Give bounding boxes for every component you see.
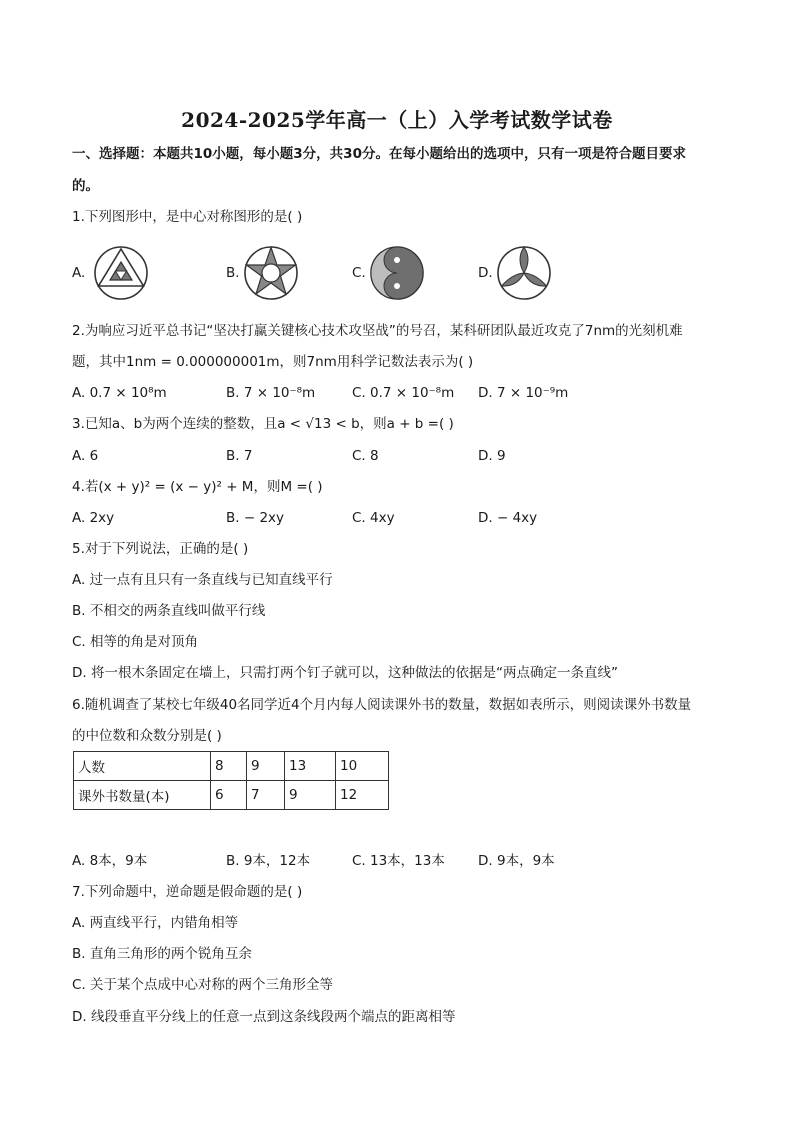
q6-option-a: A. 8本，9本 [72,853,148,869]
table-cell: 人数 [74,752,211,781]
table-cell: 9 [285,781,336,810]
q1-stem: 1.下列图形中，是中心对称图形的是( ) [72,209,303,225]
q2-stem-line1: 2.为响应习近平总书记“坚决打赢关键核心技术攻坚战”的号召，某科研团队最近攻克了7nm的光刻机难 [72,323,683,339]
q5-option-c: C. 相等的角是对顶角 [72,634,199,650]
table-cell: 12 [336,781,389,810]
q2-option-b: B. 7 × 10⁻⁸m [226,385,316,401]
q6-option-c: C. 13本，13本 [352,853,445,869]
q7-option-a: A. 两直线平行，内错角相等 [72,915,239,931]
q5-option-d: D. 将一根木条固定在墙上，只需打两个钉子就可以，这种做法的依据是“两点确定一条直线” [72,665,618,681]
q1-figure-a-triforce [92,244,150,302]
table-cell: 8 [211,752,247,781]
table-cell: 13 [285,752,336,781]
q7-option-d: D. 线段垂直平分线上的任意一点到这条线段两个端点的距离相等 [72,1009,456,1025]
q6-option-d: D. 9本，9本 [478,853,555,869]
q2-option-a: A. 0.7 × 10⁸m [72,385,167,401]
table-cell: 课外书数量(本) [74,781,211,810]
q6-option-b: B. 9本，12本 [226,853,311,869]
q4-stem: 4.若(x + y)² = (x − y)² + M，则M =( ) [72,479,323,495]
q1-option-b-label: B. [226,265,240,281]
q3-option-a: A. 6 [72,448,99,464]
table-cell: 7 [247,781,285,810]
q7-option-b: B. 直角三角形的两个锐角互余 [72,946,252,962]
table-cell: 6 [211,781,247,810]
table-cell: 9 [247,752,285,781]
q4-option-a: A. 2xy [72,510,115,526]
q4-option-b: B. − 2xy [226,510,285,526]
exam-title: 2024-2025学年高一（上）入学考试数学试卷 [181,108,613,132]
q6-stem-line1: 6.随机调查了某校七年级40名同学近4个月内每人阅读课外书的数量，数据如表所示，则阅读课外书数量 [72,697,692,713]
q2-option-c: C. 0.7 × 10⁻⁸m [352,385,455,401]
q7-option-c: C. 关于某个点成中心对称的两个三角形全等 [72,977,334,993]
q1-option-d-label: D. [478,265,493,281]
q1-figure-c-swirl [368,244,426,302]
q2-option-d: D. 7 × 10⁻⁹m [478,385,569,401]
q4-option-c: C. 4xy [352,510,395,526]
q5-stem: 5.对于下列说法，正确的是( ) [72,541,249,557]
table-cell: 10 [336,752,389,781]
q1-figure-d-petals [495,244,553,302]
section-instruction-line2: 的。 [72,178,99,194]
q3-option-c: C. 8 [352,448,379,464]
q1-option-a-label: A. [72,265,86,281]
q6-data-table [73,751,389,810]
q3-option-b: B. 7 [226,448,253,464]
q4-option-d: D. − 4xy [478,510,538,526]
q5-option-a: A. 过一点有且只有一条直线与已知直线平行 [72,572,333,588]
q6-stem-line2: 的中位数和众数分别是( ) [72,728,222,744]
table-row [74,752,389,781]
q1-figure-b-star [242,244,300,302]
q7-stem: 7.下列命题中，逆命题是假命题的是( ) [72,884,303,900]
table-row [74,781,389,810]
q3-option-d: D. 9 [478,448,506,464]
q1-option-c-label: C. [352,265,366,281]
q5-option-b: B. 不相交的两条直线叫做平行线 [72,603,266,619]
q3-stem: 3.已知a、b为两个连续的整数，且a < √13 < b，则a + b =( ) [72,416,454,432]
q2-stem-line2: 题，其中1nm = 0.000000001m，则7nm用科学记数法表示为( ) [72,354,474,370]
section-instruction-line1: 一、选择题：本题共10小题，每小题3分，共30分。在每小题给出的选项中，只有一项是符合题目要求 [72,146,686,162]
